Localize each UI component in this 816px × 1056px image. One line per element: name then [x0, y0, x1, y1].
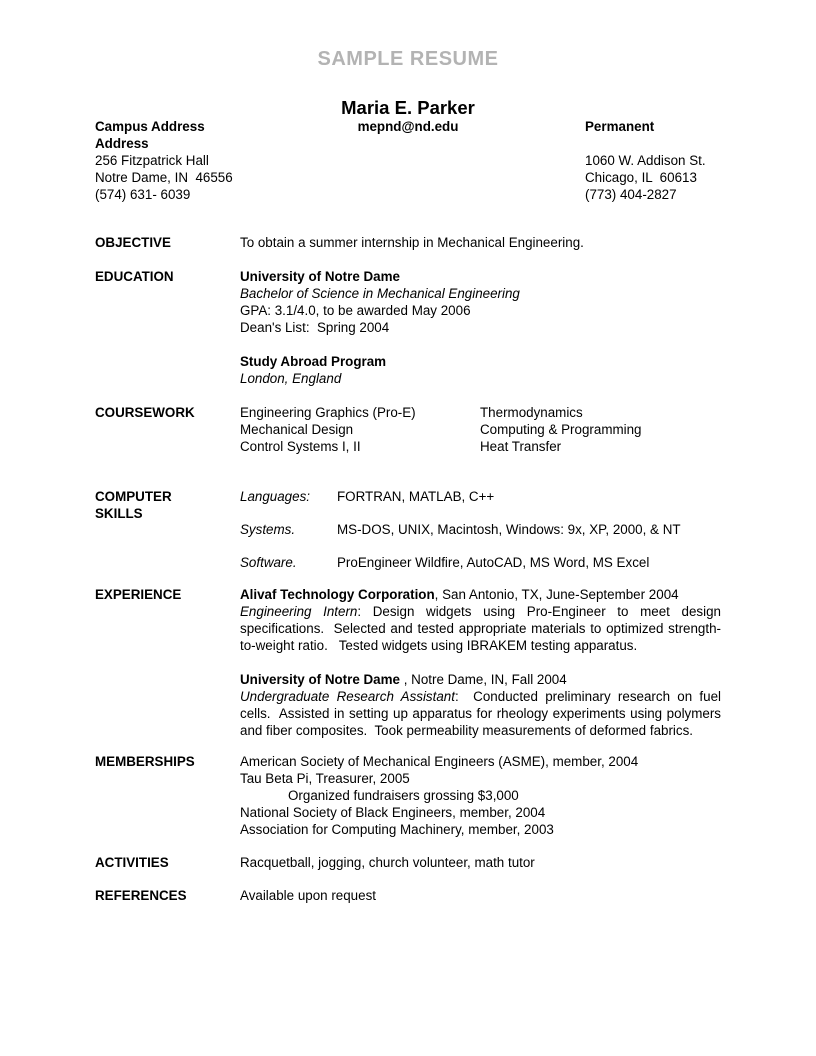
section-label-education: EDUCATION [95, 269, 174, 284]
job-location-dates: , San Antonio, TX, June-September 2004 [434, 587, 679, 602]
skill-category: Systems. [240, 522, 296, 537]
section-education [95, 268, 721, 387]
job-heading [240, 586, 721, 603]
job-role: Undergraduate Research Assistant [240, 689, 455, 704]
education-school: University of Notre Dame [240, 269, 400, 284]
section-objective [95, 234, 721, 251]
skill-category: Software. [240, 555, 297, 570]
skill-category: Languages: [240, 489, 310, 504]
section-label-computer-skills [95, 488, 240, 571]
permanent-address-label: Permanent [585, 119, 655, 134]
permanent-address-line: Chicago, IL 60613 [585, 170, 697, 185]
activities-text: Racquetball, jogging, church volunteer, math tutor [240, 855, 535, 870]
permanent-address-line: 1060 W. Addison St. [585, 153, 706, 168]
section-computer-skills [95, 488, 721, 571]
skill-row-languages [240, 488, 721, 505]
section-label-activities: ACTIVITIES [95, 855, 169, 870]
section-label-experience: EXPERIENCE [95, 587, 182, 602]
section-label-objective: OBJECTIVE [95, 235, 171, 250]
job-heading [240, 671, 721, 688]
section-memberships [95, 753, 721, 838]
skill-value: ProEngineer Wildfire, AutoCAD, MS Word, MS Excel [337, 555, 650, 570]
section-label-coursework: COURSEWORK [95, 405, 195, 420]
membership-item: American Society of Mechanical Engineers (ASME), member, 2004 [240, 754, 639, 769]
section-label-memberships: MEMBERSHIPS [95, 754, 195, 769]
education-deans-list: Dean's List: Spring 2004 [240, 320, 390, 335]
blank-line [585, 135, 721, 152]
membership-item: National Society of Black Engineers, member, 2004 [240, 805, 546, 820]
watermark-title: SAMPLE RESUME [317, 48, 499, 70]
campus-address-line: 256 Fitzpatrick Hall [95, 153, 209, 168]
section-label-references: REFERENCES [95, 888, 187, 903]
references-text: Available upon request [240, 888, 376, 903]
education-gpa: GPA: 3.1/4.0, to be awarded May 2006 [240, 303, 471, 318]
skill-row-software [240, 554, 721, 571]
study-abroad-title: Study Abroad Program [240, 354, 387, 369]
course-item: Control Systems I, II [240, 439, 361, 454]
blank-line [240, 654, 721, 671]
label-line: COMPUTER [95, 489, 172, 504]
section-references [95, 887, 721, 904]
section-experience [95, 586, 725, 739]
course-item: Engineering Graphics (Pro-E) [240, 405, 416, 420]
membership-item: Tau Beta Pi, Treasurer, 2005 [240, 771, 410, 786]
skill-row-systems [240, 521, 721, 538]
job-role-details: : Design widgets using Pro-Engineer to meet design specifications. Selected and tested appropriate materials to optimized strength-to-weight ratio. Tested widgets using IBRAKEM testing apparatus. [240, 604, 725, 653]
course-item: Mechanical Design [240, 422, 354, 437]
job-company: Alivaf Technology Corporation [240, 587, 435, 602]
course-item: Computing & Programming [480, 422, 642, 437]
candidate-name: Maria E. Parker [341, 97, 475, 118]
section-activities [95, 854, 721, 871]
job-role: Engineering Intern [240, 604, 358, 619]
education-degree: Bachelor of Science in Mechanical Engineering [240, 286, 520, 301]
membership-item: Association for Computing Machinery, member, 2003 [240, 822, 554, 837]
campus-address-label: Campus Address [95, 119, 205, 134]
campus-phone: (574) 631- 6039 [95, 187, 191, 202]
membership-detail: Organized fundraisers grossing $3,000 [288, 788, 519, 803]
blank-line [240, 336, 721, 353]
campus-address-label-2: Address [95, 136, 149, 151]
course-item: Heat Transfer [480, 439, 562, 454]
skill-value: FORTRAN, MATLAB, C++ [337, 489, 495, 504]
skill-value: MS-DOS, UNIX, Macintosh, Windows: 9x, XP, 2000, & NT [337, 522, 681, 537]
permanent-phone: (773) 404-2827 [585, 187, 677, 202]
coursework-column-1 [240, 404, 480, 455]
study-abroad-location: London, England [240, 371, 342, 386]
coursework-column-2 [480, 404, 721, 455]
experience-job [240, 671, 725, 739]
job-company: University of Notre Dame [240, 672, 400, 687]
email-address: mepnd@nd.edu [357, 119, 459, 134]
objective-text: To obtain a summer internship in Mechanical Engineering. [240, 235, 584, 250]
job-description [240, 688, 725, 739]
job-description [240, 603, 725, 654]
experience-job [240, 586, 725, 654]
course-item: Thermodynamics [480, 405, 583, 420]
contact-header [95, 118, 721, 203]
label-line: SKILLS [95, 506, 143, 521]
job-location-dates: , Notre Dame, IN, Fall 2004 [400, 672, 567, 687]
campus-address-line: Notre Dame, IN 46556 [95, 170, 233, 185]
section-coursework [95, 404, 721, 455]
job-role-details: : Conducted preliminary research on fuel cells. Assisted in setting up apparatus for rheology experiments using polymers and fiber composites. Took permeability measurements of deformed fabrics. [240, 689, 725, 738]
